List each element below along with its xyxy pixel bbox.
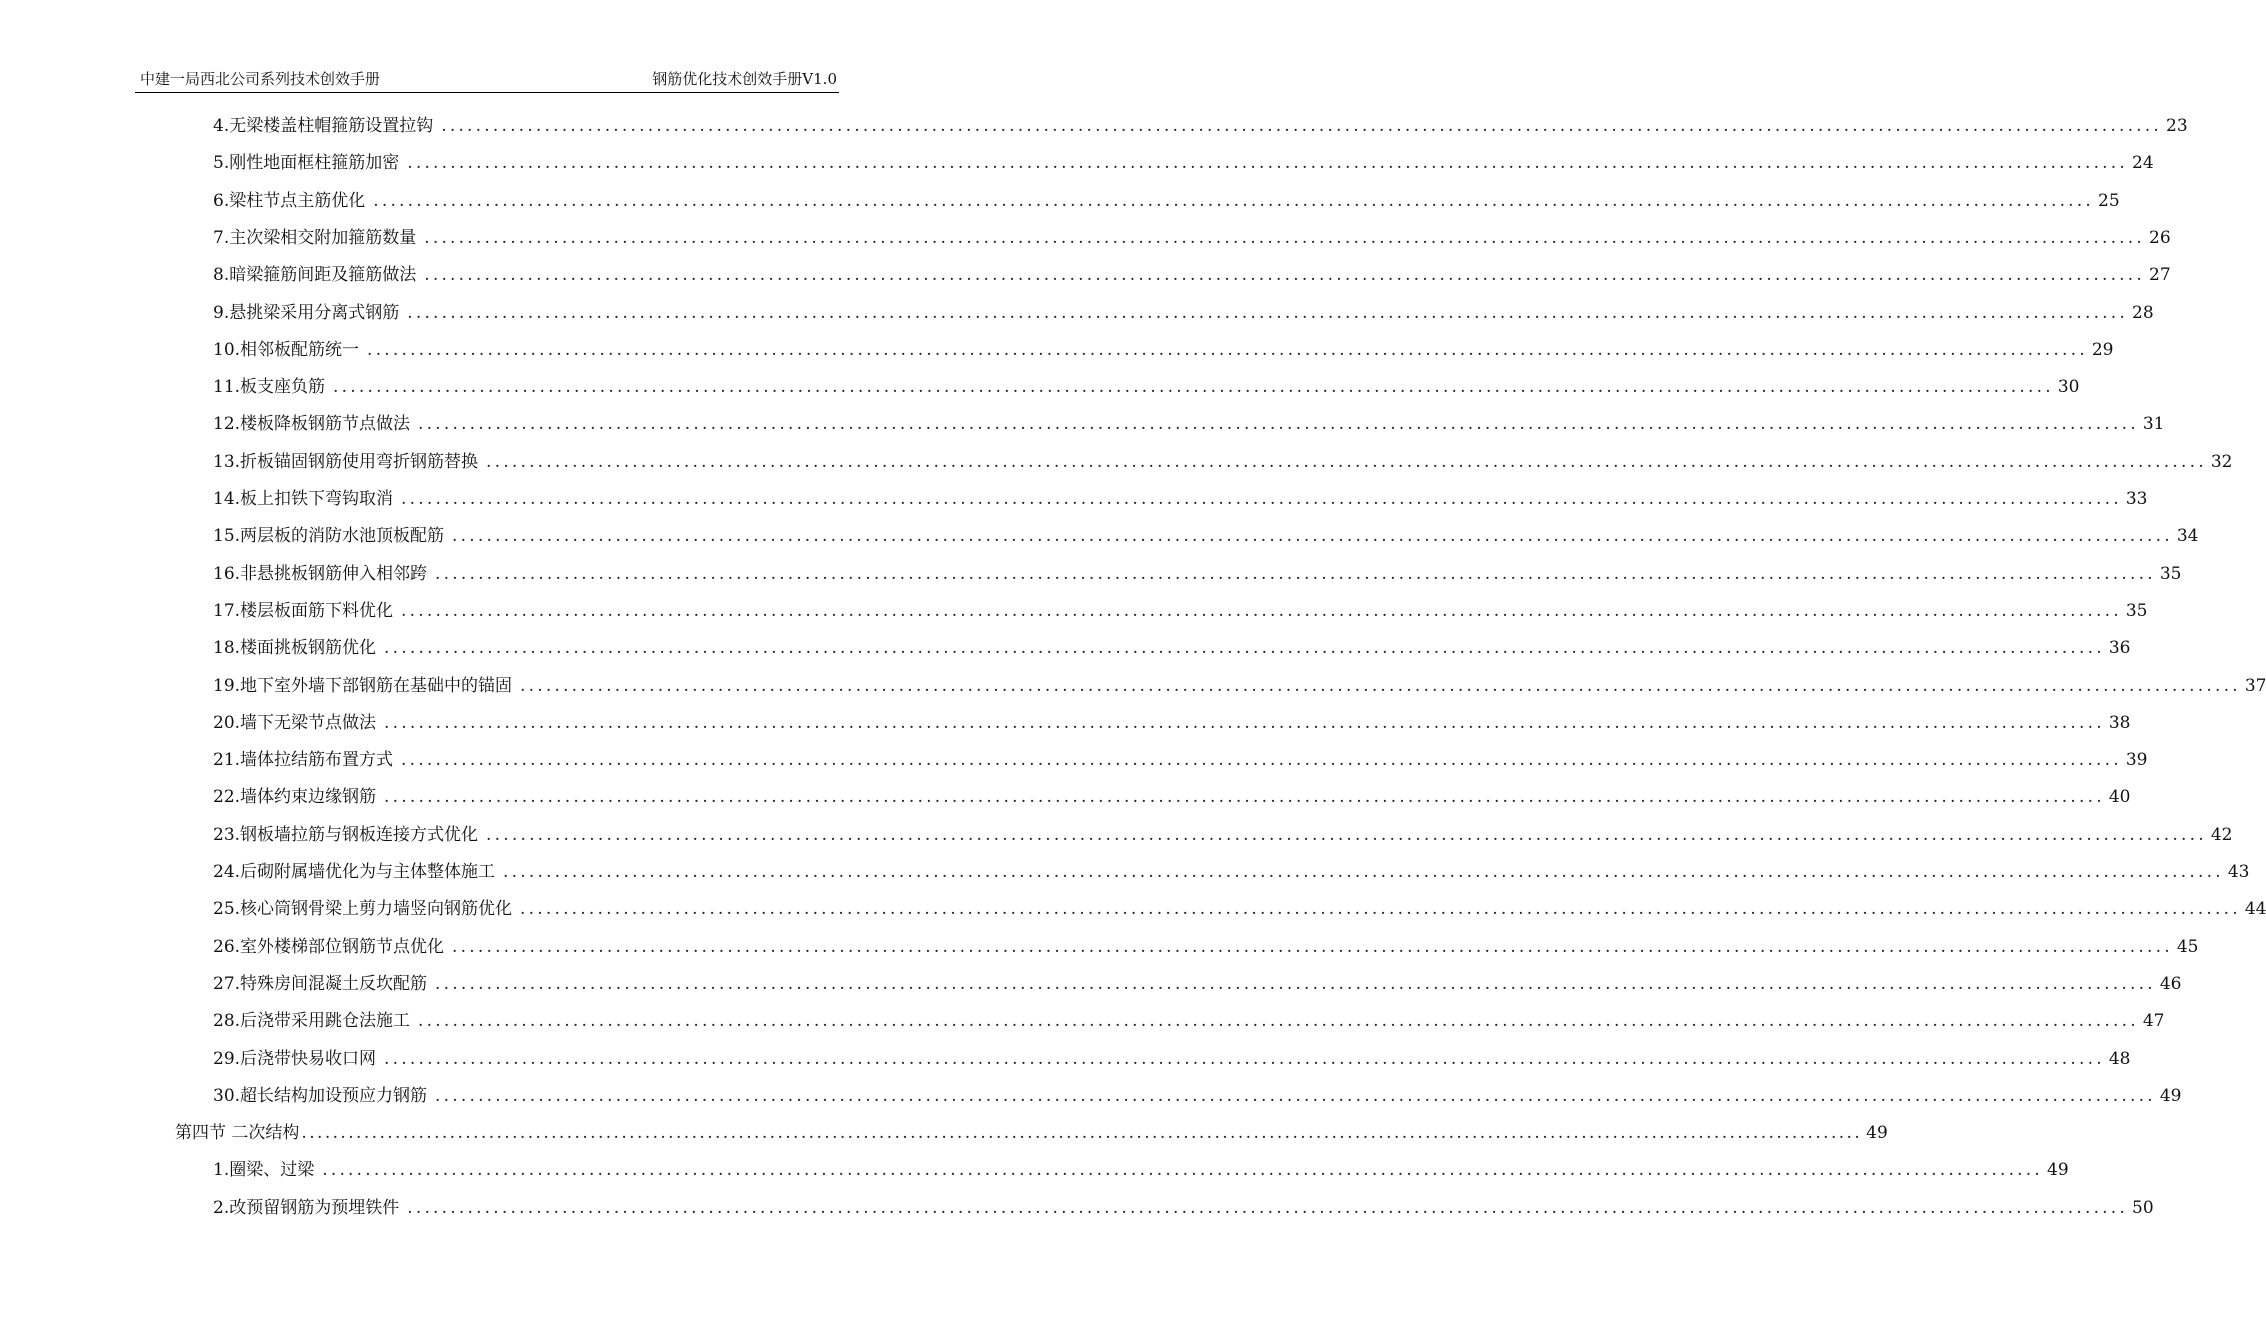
toc-entry-number: 2. xyxy=(213,1197,230,1218)
toc-entry[interactable] xyxy=(213,295,2154,332)
toc-entry-title: 特殊房间混凝土反坎配筋 xyxy=(240,973,428,994)
toc-entry-title: 改预留钢筋为预埋铁件 xyxy=(229,1197,400,1218)
toc-entry-title: 无梁楼盖柱帽箍筋设置拉钩 xyxy=(229,116,434,136)
toc-page-number: 23 xyxy=(2166,116,2188,136)
toc-entry[interactable] xyxy=(213,779,2131,816)
toc-page-number: 35 xyxy=(2159,563,2182,584)
toc-entry-number: 26. xyxy=(213,936,241,957)
toc-page-number: 42 xyxy=(2210,824,2233,845)
toc-dot-leader: ........................................................................................................................................................................................................ xyxy=(435,1085,2156,1106)
toc-entry[interactable] xyxy=(213,742,2148,779)
toc-entry-number: 29. xyxy=(213,1048,241,1069)
toc-entry-title: 板上扣铁下弯钩取消 xyxy=(240,489,394,509)
toc-entry-number: 25. xyxy=(213,899,241,920)
toc-entry-number: 27. xyxy=(213,973,241,994)
toc-page-number: 48 xyxy=(2108,1048,2131,1069)
toc-dot-leader: ........................................................................................................................................................................................................ xyxy=(452,526,2173,547)
toc-entry[interactable] xyxy=(213,966,2182,1003)
toc-entry-number: 7. xyxy=(213,227,230,248)
toc-entry[interactable] xyxy=(213,668,2266,705)
toc-entry-number: 24. xyxy=(213,862,241,882)
toc-dot-leader: ........................................................................................................................................................................................................ xyxy=(520,675,2241,696)
toc-entry-title: 后浇带快易收口网 xyxy=(240,1048,377,1069)
toc-entry-title: 后浇带采用跳仓法施工 xyxy=(240,1011,411,1032)
toc-dot-leader: ........................................................................................................................................................................................................ xyxy=(367,339,2088,360)
toc-entry-number: 10. xyxy=(213,339,241,360)
toc-entry[interactable] xyxy=(213,332,2114,369)
toc-page-number: 37 xyxy=(2244,675,2266,696)
toc-entry-number: 21. xyxy=(213,750,241,771)
toc-entry[interactable] xyxy=(213,369,2080,406)
toc-page-number: 46 xyxy=(2159,973,2182,994)
toc-entry[interactable] xyxy=(213,630,2131,667)
toc-page-number: 43 xyxy=(2227,862,2250,882)
toc-entry-title: 超长结构加设预应力钢筋 xyxy=(240,1085,428,1106)
toc-entry[interactable] xyxy=(213,1041,2131,1078)
toc-dot-leader: ........................................................................................................................................................................................................ xyxy=(418,1011,2139,1032)
toc-page-number: 47 xyxy=(2142,1011,2165,1032)
toc-entry-number: 1. xyxy=(213,1160,230,1181)
toc-entry[interactable] xyxy=(213,705,2131,742)
header-manual-title: 钢筋优化技术创效手册V1.0 xyxy=(652,70,837,88)
toc-page-number: 33 xyxy=(2125,489,2148,509)
toc-entry-number: 30. xyxy=(213,1085,241,1106)
toc-dot-leader: ........................................................................................................................................................................................................ xyxy=(407,1197,2128,1218)
toc-entry-number: 16. xyxy=(213,563,241,584)
header-series-title: 中建一局西北公司系列技术创效手册 xyxy=(140,70,381,88)
toc-entry-title: 室外楼梯部位钢筋节点优化 xyxy=(240,936,445,957)
toc-page-number: 29 xyxy=(2091,339,2114,360)
toc-entry[interactable] xyxy=(213,891,2266,928)
toc-dot-leader: ........................................................................................................................................................................................................ xyxy=(301,1123,1863,1144)
toc-dot-leader: ........................................................................................................................................................................................................ xyxy=(384,712,2105,733)
toc-entry-title: 墙下无梁节点做法 xyxy=(240,712,377,733)
toc-entry-number: 12. xyxy=(213,414,241,435)
toc-entry[interactable] xyxy=(213,108,2188,145)
toc-section-entry[interactable] xyxy=(175,1115,1888,1152)
toc-page-number: 36 xyxy=(2108,638,2131,659)
toc-entry[interactable] xyxy=(213,257,2171,294)
toc-entry-number: 13. xyxy=(213,451,241,472)
toc-entry-title: 板支座负筋 xyxy=(240,377,326,398)
toc-entry[interactable] xyxy=(213,1003,2165,1040)
toc-dot-leader: ........................................................................................................................................................................................................ xyxy=(401,750,2122,771)
toc-entry-title: 核心筒钢骨梁上剪力墙竖向钢筋优化 xyxy=(240,899,513,920)
toc-entry[interactable] xyxy=(213,220,2171,257)
toc-entry-number: 15. xyxy=(213,526,241,547)
toc-entry-number: 22. xyxy=(213,787,241,808)
toc-dot-leader: ........................................................................................................................................................................................................ xyxy=(401,489,2122,509)
toc-entry[interactable] xyxy=(213,556,2182,593)
toc-dot-leader: ........................................................................................................................................................................................................ xyxy=(486,451,2207,472)
toc-entry-title: 两层板的消防水池顶板配筋 xyxy=(240,526,445,547)
toc-dot-leader: ........................................................................................................................................................................................................ xyxy=(407,153,2128,174)
toc-page-number: 38 xyxy=(2108,712,2131,733)
toc-entry-title: 后砌附属墙优化为与主体整体施工 xyxy=(240,862,496,882)
toc-entry-number: 11. xyxy=(213,377,241,398)
toc-entry-number: 9. xyxy=(213,302,230,323)
toc-entry[interactable] xyxy=(213,183,2120,220)
toc-page-number: 45 xyxy=(2176,936,2199,957)
toc-entry-number: 28. xyxy=(213,1011,241,1032)
toc-page-number: 50 xyxy=(2132,1197,2154,1218)
toc-page-number: 30 xyxy=(2057,377,2080,398)
toc-entry-title: 楼板降板钢筋节点做法 xyxy=(240,414,411,435)
toc-entry[interactable] xyxy=(213,1078,2182,1115)
toc-dot-leader: ........................................................................................................................................................................................................ xyxy=(486,824,2207,845)
toc-dot-leader: ........................................................................................................................................................................................................ xyxy=(401,600,2122,621)
toc-entry-number: 5. xyxy=(213,153,230,174)
toc-dot-leader: ........................................................................................................................................................................................................ xyxy=(520,899,2241,920)
toc-entry-title: 非悬挑板钢筋伸入相邻跨 xyxy=(240,563,428,584)
toc-page-number: 49 xyxy=(1866,1123,1888,1144)
toc-entry[interactable] xyxy=(213,1190,2154,1227)
toc-entry-number: 14. xyxy=(213,489,241,509)
toc-entry-number: 6. xyxy=(213,190,230,211)
toc-entry-title: 地下室外墙下部钢筋在基础中的锚固 xyxy=(240,675,513,696)
toc-entry-number: 23. xyxy=(213,824,241,845)
toc-page-number: 27 xyxy=(2149,265,2171,286)
toc-page-number: 49 xyxy=(2159,1085,2182,1106)
toc-entry-number: 18. xyxy=(213,638,241,659)
toc-page-number: 26 xyxy=(2149,227,2171,248)
toc-entry-title: 梁柱节点主筋优化 xyxy=(229,190,366,211)
toc-entry-title: 相邻板配筋统一 xyxy=(240,339,360,360)
toc-page-number: 35 xyxy=(2125,600,2148,621)
toc-dot-leader: ........................................................................................................................................................................................................ xyxy=(435,563,2156,584)
toc-entry[interactable] xyxy=(213,518,2199,555)
toc-dot-leader: ........................................................................................................................................................................................................ xyxy=(384,787,2105,808)
toc-page-number: 25 xyxy=(2098,190,2120,211)
toc-dot-leader: ........................................................................................................................................................................................................ xyxy=(407,302,2128,323)
toc-entry-number: 17. xyxy=(213,600,241,621)
toc-entry-title: 墙体拉结筋布置方式 xyxy=(240,750,394,771)
toc-entry-title: 折板锚固钢筋使用弯折钢筋替换 xyxy=(240,451,479,472)
toc-entry-title: 悬挑梁采用分离式钢筋 xyxy=(229,302,400,323)
toc-page-number: 44 xyxy=(2244,899,2266,920)
toc-dot-leader: ........................................................................................................................................................................................................ xyxy=(452,936,2173,957)
toc-entry-number: 20. xyxy=(213,712,241,733)
toc-entry[interactable] xyxy=(213,481,2148,518)
toc-entry-title: 暗梁箍筋间距及箍筋做法 xyxy=(229,265,417,286)
toc-entry-title: 圈梁、过梁 xyxy=(229,1160,315,1181)
toc-dot-leader: ........................................................................................................................................................................................................ xyxy=(503,862,2224,882)
toc-page-number: 49 xyxy=(2047,1160,2069,1181)
toc-dot-leader: ........................................................................................................................................................................................................ xyxy=(441,116,2162,136)
toc-entry[interactable] xyxy=(213,817,2233,854)
toc-dot-leader: ........................................................................................................................................................................................................ xyxy=(384,1048,2105,1069)
toc-page-number: 31 xyxy=(2142,414,2165,435)
toc-entry-title: 钢板墙拉筋与钢板连接方式优化 xyxy=(240,824,479,845)
toc-entry-title: 墙体约束边缘钢筋 xyxy=(240,787,377,808)
toc-page-number: 28 xyxy=(2132,302,2154,323)
toc-entry-title: 第四节 二次结构 xyxy=(175,1123,300,1144)
toc-entry[interactable] xyxy=(213,145,2154,182)
toc-dot-leader: ........................................................................................................................................................................................................ xyxy=(373,190,2094,211)
toc-dot-leader: ........................................................................................................................................................................................................ xyxy=(424,265,2145,286)
toc-dot-leader: ........................................................................................................................................................................................................ xyxy=(384,638,2105,659)
toc-entry-title: 主次梁相交附加箍筋数量 xyxy=(229,227,417,248)
toc-dot-leader: ........................................................................................................................................................................................................ xyxy=(435,973,2156,994)
toc-dot-leader: ........................................................................................................................................................................................................ xyxy=(322,1160,2043,1181)
toc-entry-number: 8. xyxy=(213,265,230,286)
running-header xyxy=(135,64,839,93)
toc-entry-title: 楼层板面筋下料优化 xyxy=(240,600,394,621)
toc-entry[interactable] xyxy=(213,1152,2069,1189)
toc-page-number: 39 xyxy=(2125,750,2148,771)
toc-entry[interactable] xyxy=(213,593,2148,630)
toc-entry-title: 刚性地面框柱箍筋加密 xyxy=(229,153,400,174)
toc-dot-leader: ........................................................................................................................................................................................................ xyxy=(333,377,2054,398)
toc-entry-number: 19. xyxy=(213,675,241,696)
toc-page-number: 32 xyxy=(2210,451,2233,472)
toc-page-number: 40 xyxy=(2108,787,2131,808)
toc-page-number: 24 xyxy=(2132,153,2154,174)
toc-dot-leader: ........................................................................................................................................................................................................ xyxy=(424,227,2145,248)
toc-entry-number: 4. xyxy=(213,116,230,136)
toc-page-number: 34 xyxy=(2176,526,2199,547)
toc-entry-title: 楼面挑板钢筋优化 xyxy=(240,638,377,659)
toc-entry[interactable] xyxy=(213,406,2165,443)
toc-entry[interactable] xyxy=(213,929,2199,966)
toc-entry[interactable] xyxy=(213,444,2233,481)
toc-dot-leader: ........................................................................................................................................................................................................ xyxy=(418,414,2139,435)
toc-entry[interactable] xyxy=(213,854,2250,891)
